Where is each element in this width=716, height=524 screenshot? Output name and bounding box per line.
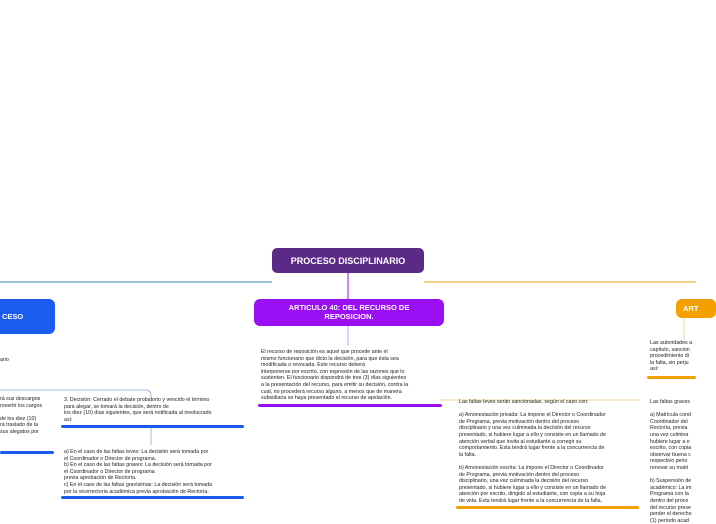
central-topic-proceso-disciplinario[interactable]: PROCESO DISCIPLINARIO bbox=[272, 248, 424, 273]
underline-faltas-casos bbox=[61, 496, 244, 499]
topic-articulo-right[interactable]: ART bbox=[676, 299, 716, 318]
text-faltas-leves: Las faltas leves serán sancionadas, según el caso con: a) Amonestación privada: La impone el Director o Coordinador de Programa, previa motivación dentro del proceso disciplinario y una vez culminada la decisión del recurso presentado, si hubiere lugar a ello y consiste en un llamado de atención verbal que invita al estudiante a corregir su comportamiento. Esta tendrá lugar frente a la concurrencia de la falta. b) Amonestación escrita: La impone el Director o Coordinador de Programa, previa motivación dentro del proceso disciplinario, una vez culminada la decisión del recurso presentado, si hubiere lugar a ello y consiste en un llamado de atención por escrito, dirigido al estudiante, con copia a su hoja de vida. Esta tendrá lugar frente a la concurrencia de la falta. bbox=[459, 399, 606, 504]
topic-proceso[interactable]: CESO bbox=[0, 299, 55, 334]
text-faltas-casos: a) En el caso de las faltas leves: La decisión será tomada por el Coordinador o Director de programa. b) En el caso de las faltas graves: La decisión será tomada por el Coordinador o Director de programa previa aprobación de Rectoría. c) En el caso de las faltas gravísimas: La decisión será tomada por la vicerrectoría académica previa aprobación de Rectoría. bbox=[64, 449, 213, 495]
topic-articulo-40[interactable]: ARTICULO 40: DEL RECURSO DE REPOSICION. bbox=[254, 299, 444, 326]
underline-left-descargos bbox=[0, 451, 54, 454]
text-decision: 3. Decisión: Cerrado el debate probatorio y vencido el término para alegar, se tomará la decisión, dentro de los diez (10) días siguientes, que será notificada al involucrado así: bbox=[64, 397, 212, 423]
underline-autoridades bbox=[647, 376, 696, 379]
text-autoridades: Las autoridades a capítulo, sancion procedimiento di la falta, sin perju así: bbox=[650, 340, 693, 373]
text-recurso-reposicion: El recurso de reposición es aquel que procede ante el mismo funcionario que dicto la decisión, para que ésta sea modificada o revocada. Este recurso deberá interponerse por escrito, con expresión de las razones que lo sustenten. El funcionario dispondrá de tres (3) días siguientes a la presentación del recurso, para emitir su decisión, contra la cual, no procederá recurso alguno, a menos que de manera subsidiaria se haya presentado el recurso de apelación. bbox=[261, 349, 409, 402]
text-left-descargos: rá sus descargos rovertir los cargos de los diez (10) rá traslado de la sus alegatos por bbox=[0, 396, 43, 435]
text-left-ario: ario bbox=[0, 357, 9, 363]
underline-faltas-leves bbox=[456, 506, 639, 509]
text-faltas-graves: Las faltas graves a) Matrícula cond Coordinador del Rectoría, previa una vez culmina hubiere lugar a e escrito, con copia observar buena c respectivo perio renovar su matri b) Suspensión de académico: La im Programa con la dentro del proce del recurso prese perder el derecho (1) período acad bbox=[650, 399, 692, 524]
underline-recurso bbox=[258, 404, 442, 407]
underline-decision bbox=[61, 425, 244, 428]
